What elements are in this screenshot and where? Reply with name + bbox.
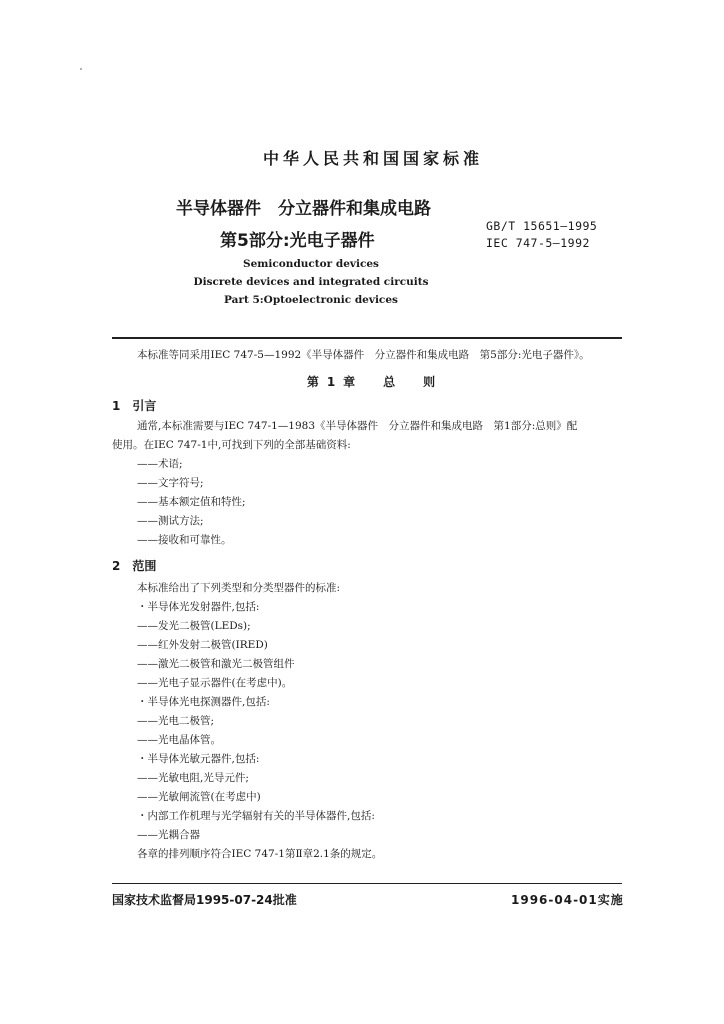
nation-standard-heading: 中华人民共和国国家标准 bbox=[262, 149, 483, 168]
list-item: ——激光二极管和激光二极管组件 bbox=[137, 658, 295, 670]
english-title-line: Discrete devices and integrated circuits bbox=[193, 276, 429, 288]
section-heading: 1 引言 bbox=[112, 399, 157, 413]
list-item: ・半导体光发射器件,包括: bbox=[137, 601, 260, 613]
standard-number: GB/T 15651—1995 bbox=[486, 219, 598, 233]
implementation-date: 1996-04-01实施 bbox=[511, 893, 624, 907]
list-item: ——测试方法; bbox=[137, 515, 204, 527]
list-item: ——光电晶体管。 bbox=[137, 734, 221, 746]
header-divider bbox=[112, 337, 622, 339]
body-line: 通常,本标准需要与IEC 747-1—1983《半导体器件 分立器件和集成电路 第1部分:总则》配 bbox=[137, 420, 578, 432]
list-item: ——光敏电阻,光导元件; bbox=[137, 772, 249, 784]
body-line: 各章的排列顺序符合IEC 747-1第Ⅱ章2.1条的规定。 bbox=[137, 848, 383, 860]
list-item: ——光电子显示器件(在考虑中)。 bbox=[137, 677, 293, 689]
body-line: 本标准给出了下列类型和分类型器件的标准: bbox=[137, 582, 341, 594]
equivalent-standard: IEC 747-5—1992 bbox=[486, 236, 590, 250]
list-item: ——基本额定值和特性; bbox=[137, 496, 246, 508]
footer-divider bbox=[112, 883, 622, 884]
list-item: ——发光二极管(LEDs); bbox=[137, 620, 251, 632]
list-item: ——光敏闸流管(在考虑中) bbox=[137, 791, 261, 803]
list-item: ——红外发射二极管(IRED) bbox=[137, 639, 268, 651]
list-item: ・半导体光敏元器件,包括: bbox=[137, 753, 260, 765]
list-item: ——光电二极管; bbox=[137, 715, 215, 727]
body-line: 使用。在IEC 747-1中,可找到下列的全部基础资料: bbox=[112, 439, 351, 451]
list-item: ——文字符号; bbox=[137, 477, 204, 489]
intro-statement: 本标准等同采用IEC 747-5—1992《半导体器件 分立器件和集成电路 第5部分:光电子器件》。 bbox=[137, 349, 590, 361]
english-title-line: Semiconductor devices bbox=[243, 258, 379, 270]
chapter-title: 第1章 总 则 bbox=[306, 375, 444, 389]
english-title bbox=[190, 255, 432, 309]
list-item: ・半导体光电探测器件,包括: bbox=[137, 696, 270, 708]
list-item: ——接收和可靠性。 bbox=[137, 534, 232, 546]
document-title-line1: 半导体器件 分立器件和集成电路 bbox=[176, 199, 431, 219]
list-item: ——术语; bbox=[137, 458, 183, 470]
section-heading: 2 范围 bbox=[112, 559, 157, 573]
list-item: ——光耦合器 bbox=[137, 829, 200, 841]
standard-number-block bbox=[486, 218, 597, 252]
scan-speck bbox=[80, 68, 82, 70]
english-title-line: Part 5:Optoelectronic devices bbox=[224, 294, 398, 306]
approval-date: 国家技术监督局1995-07-24批准 bbox=[112, 893, 297, 907]
list-item: ・内部工作机理与光学辐射有关的半导体器件,包括: bbox=[137, 810, 375, 822]
document-title-line2: 第5部分:光电子器件 bbox=[220, 231, 375, 251]
